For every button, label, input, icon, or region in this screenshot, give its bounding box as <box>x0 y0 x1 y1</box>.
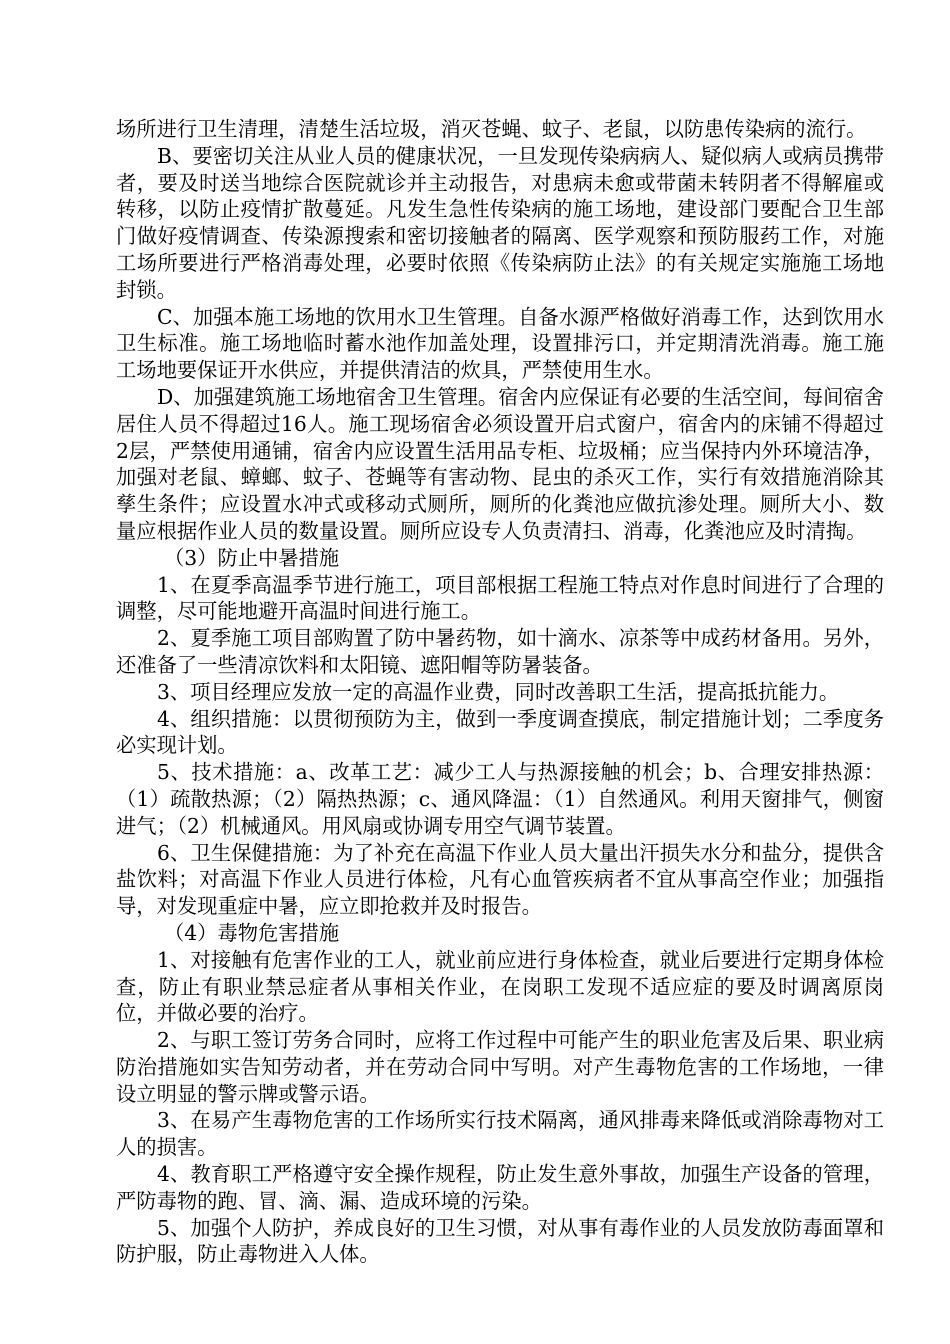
paragraph-d-dormitory: D、加强建筑施工场地宿舍卫生管理。宿舍内应保证有必要的生活空间，每间宿舍居住人员不得超过16人。施工现场宿舍必须设置开启式窗户，宿舍内的床铺不得超过2层，严禁使用通铺，宿舍内应设置生活用品专柜、垃圾桶；应当保持内外环境洁净，加强对老鼠、蟑螂、蚊子、苍蝇等有害动物、昆虫的杀灭工作，实行有效措施消除其孳生条件；应设置水冲式或移动式厕所，厕所的化粪池应做抗渗处理。厕所大小、数量应根据作业人员的数量设置。厕所应设专人负责清扫、消毒，化粪池应及时清掏。 <box>116 384 884 543</box>
toxic-item-4: 4、教育职工严格遵守安全操作规程，防止发生意外事故，加强生产设备的管理，严防毒物的跑、冒、滴、漏、造成环境的污染。 <box>116 1162 884 1213</box>
heatstroke-item-4: 4、组织措施：以贯彻预防为主，做到一季度调查摸底，制定措施计划；二季度务必实现计划。 <box>116 706 884 758</box>
paragraph-b-health-monitoring: B、要密切关注从业人员的健康状况，一旦发现传染病病人、疑似病人或病员携带者，要及时送当地综合医院就诊并主动报告，对患病未愈或带菌未转阴者不得解雇或转移，以防止疫情扩散蔓延。凡发生急性传染病的施工场地，建设部门要配合卫生部门做好疫情调查、传染源搜索和密切接触者的隔离、医学观察和预防服药工作，对施工场所要进行严格消毒处理，必要时依照《传染病防止法》的有关规定实施施工场地封锁。 <box>116 143 884 302</box>
paragraph-c-drinking-water: C、加强本施工场地的饮用水卫生管理。自备水源严格做好消毒工作，达到饮用水卫生标准。施工场地临时蓄水池作加盖处理，设置排污口，并定期清洗消毒。施工施工场地要保证开水供应，并提供清洁的炊具，严禁使用生水。 <box>116 304 884 383</box>
section-heading-toxic-hazard: （4）毒物危害措施 <box>164 920 340 945</box>
heatstroke-item-1: 1、在夏季高温季节进行施工，项目部根据工程施工特点对作息时间进行了合理的调整，尽可能地避开高温时间进行施工。 <box>116 572 884 624</box>
paragraph-continuation: 场所进行卫生清理，清楚生活垃圾，消灭苍蝇、蚊子、老鼠，以防患传染病的流行。 <box>116 117 867 141</box>
toxic-item-3: 3、在易产生毒物危害的工作场所实行技术隔离，通风排毒来降低或消除毒物对工人的损害。 <box>116 1108 884 1160</box>
heatstroke-item-2: 2、夏季施工项目部购置了防中暑药物，如十滴水、凉茶等中成药材备用。另外，还准备了一些清凉饮料和太阳镜、遮阳帽等防暑装备。 <box>116 626 884 677</box>
toxic-item-1: 1、对接触有危害作业的工人，就业前应进行身体检查，就业后要进行定期身体检查，防止有职业禁忌症者从事相关作业，在岗职工发现不适应症的要及时调离原岗位，并做必要的治疗。 <box>116 947 884 1026</box>
toxic-item-5: 5、加强个人防护，养成良好的卫生习惯，对从事有毒作业的人员发放防毒面罩和防护服，防止毒物进入人体。 <box>116 1215 884 1267</box>
toxic-item-2: 2、与职工签订劳务合同时，应将工作过程中可能产生的职业危害及后果、职业病防治措施如实告知劳动者，并在劳动合同中写明。对产生毒物危害的工作场地，一律设立明显的警示牌或警示语。 <box>116 1028 884 1106</box>
heatstroke-item-3: 3、项目经理应发放一定的高温作业费，同时改善职工生活，提高抵抗能力。 <box>157 679 840 704</box>
section-heading-heatstroke: （3）防止中暑措施 <box>164 545 340 570</box>
heatstroke-item-5: 5、技术措施：a、改革工艺：减少工人与热源接触的机会；b、合理安排热源：（1）疏散热源；（2）隔热热源；c、通风降温：（1）自然通风。利用天窗排气，侧窗进气；（2）机械通风。用风扇或协调专用空气调节装置。 <box>116 760 884 838</box>
heatstroke-item-6: 6、卫生保健措施：为了补充在高温下作业人员大量出汗损失水分和盐分，提供含盐饮料；对高温下作业人员进行体检，凡有心血管疾病者不宜从事高空作业；加强指导，对发现重症中暑，应立即抢救并及时报告。 <box>116 840 884 919</box>
document-body <box>116 116 884 1268</box>
